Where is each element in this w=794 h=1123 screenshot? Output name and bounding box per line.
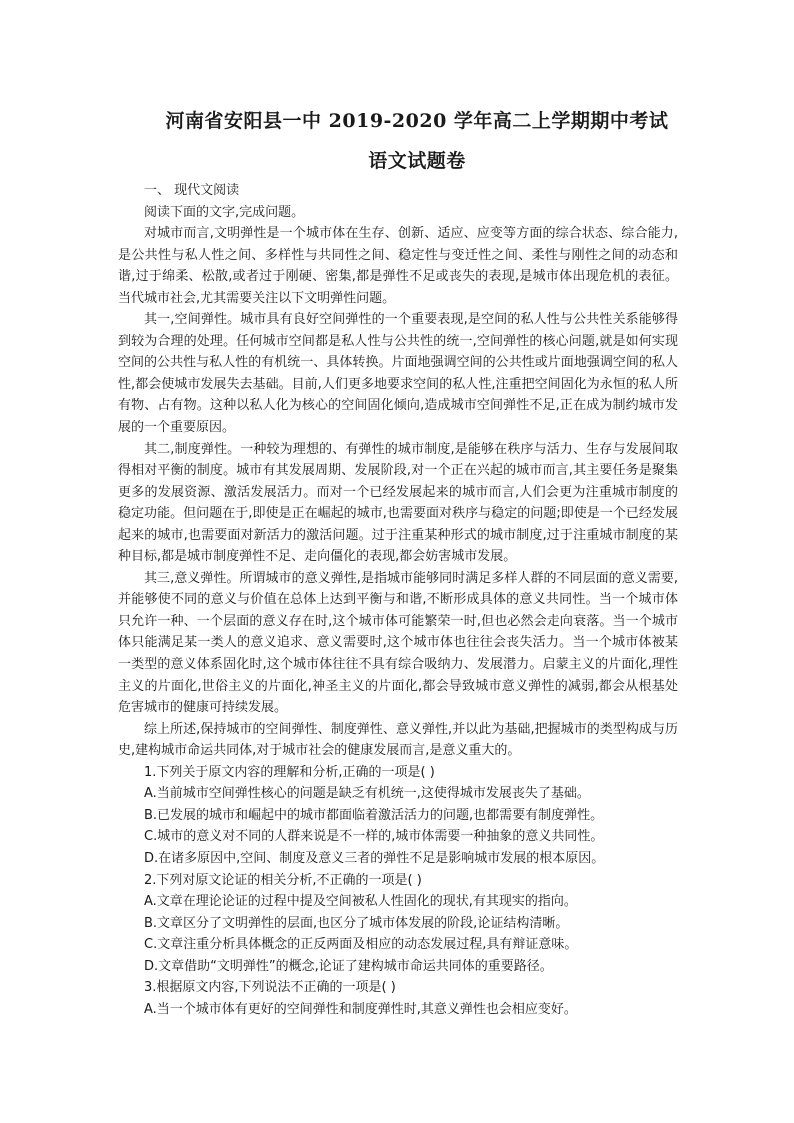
- question-option: D.文章借助“文明弹性”的概念,论证了建构城市命运共同体的重要路径。: [144, 958, 553, 974]
- passage-paragraph: 其二,制度弹性。一种较为理想的、有弹性的城市制度,是能够在秩序与活力、生存与发展间取得相对平衡的制度。城市有其发展周期、发展阶段,对一个正在兴起的城市而言,其主要任务是聚集更多的发展资源、激活发展活力。而对一个已经发展起来的城市而言,人们会更为注重城市制度的稳定功能。但问题在于,即使是正在崛起的城市,也需要面对秩序与稳定的问题;即使是一个已经发展起来的城市,也需要面对新活力的激活问题。过于注重某种形式的城市制度,过于注重城市制度的某种目标,都是城市制度弹性不足、走向僵化的表现,都会妨害城市发展。: [118, 441, 678, 565]
- passage-paragraph: 其三,意义弹性。所谓城市的意义弹性,是指城市能够同时满足多样人群的不同层面的意义需要,并能够使不同的意义与价值在总体上达到平衡与和谐,不断形成具体的意义共同性。当一个城市体只允许一种、一个层面的意义存在时,这个城市体可能繁荣一时,但也必然会走向衰落。当一个城市体只能满足某一类人的意义追求、意义需要时,这个城市体也往往会丧失活力。当一个城市体被某一类型的意义体系固化时,这个城市体往往不具有综合吸纳力、发展潜力。启蒙主义的片面化,理性主义的片面化,世俗主义的片面化,神圣主义的片面化,都会导致城市意义弹性的减弱,都会从根基处危害城市的健康可持续发展。: [118, 570, 678, 716]
- question-stem: 1.下列关于原文内容的理解和分析,正确的一项是( ): [144, 764, 435, 780]
- question-option: C.城市的意义对不同的人群来说是不一样的,城市体需要一种抽象的意义共同性。: [144, 829, 604, 845]
- question-option: D.在诸多原因中,空间、制度及意义三者的弹性不足是影响城市发展的根本原因。: [144, 850, 605, 866]
- question-option: A.文章在理论论证的过程中提及空间被私人性固化的现状,有其现实的指向。: [144, 894, 577, 910]
- question-option: B.已发展的城市和崛起中的城市都面临着激活活力的问题,也都需要有制度弹性。: [144, 807, 604, 823]
- question-option: B.文章区分了文明弹性的层面,也区分了城市体发展的阶段,论证结构清晰。: [144, 915, 569, 931]
- question-stem: 3.根据原文内容,下列说法不正确的一项是( ): [144, 980, 396, 996]
- exam-content: [118, 180, 678, 1020]
- question-stem: 2.下列对原文论证的相关分析,不正确的一项是( ): [144, 872, 422, 888]
- exam-title: 河南省安阳县一中 2019-2020 学年高二上学期期中考试: [165, 110, 669, 132]
- question-option: C.文章注重分析具体概念的正反两面及相应的动态发展过程,具有辩证意味。: [144, 937, 578, 953]
- exam-subtitle: 语文试题卷: [368, 150, 466, 172]
- reading-instruction: 阅读下面的文字,完成问题。: [144, 204, 305, 220]
- section-heading: 一、 现代文阅读: [144, 183, 240, 198]
- passage-paragraph: 其一,空间弹性。城市具有良好空间弹性的一个重要表现,是空间的私人性与公共性关系能够得到较为合理的处理。任何城市空间都是私人性与公共性的统一,空间弹性的核心问题,就是如何实现空间的公共性与私人性的有机统一、具体转换。片面地强调空间的公共性或片面地强调空间的私人性,都会使城市发展失去基础。目前,人们更多地要求空间的私人性,注重把空间固化为永恒的私人所有物、占有物。这种以私人化为核心的空间固化倾向,造成城市空间弹性不足,正在成为制约城市发展的一个重要原因。: [118, 312, 678, 436]
- question-option: A.当前城市空间弹性核心的问题是缺乏有机统一,这使得城市发展丧失了基础。: [144, 786, 590, 802]
- question-option: A.当一个城市体有更好的空间弹性和制度弹性时,其意义弹性也会相应变好。: [144, 1001, 577, 1017]
- passage-paragraph: 综上所述,保持城市的空间弹性、制度弹性、意义弹性,并以此为基础,把握城市的类型构成与历史,建构城市命运共同体,对于城市社会的健康发展而言,是意义重大的。: [118, 721, 678, 759]
- passage-paragraph: 对城市而言,文明弹性是一个城市体在生存、创新、适应、应变等方面的综合状态、综合能力,是公共性与私人性之间、多样性与共同性之间、稳定性与变迁性之间、柔性与刚性之间的动态和谐,过于绵柔、松散,或者过于刚硬、密集,都是弹性不足或丧失的表现,是城市体出现危机的表征。当代城市社会,尤其需要关注以下文明弹性问题。: [118, 226, 678, 306]
